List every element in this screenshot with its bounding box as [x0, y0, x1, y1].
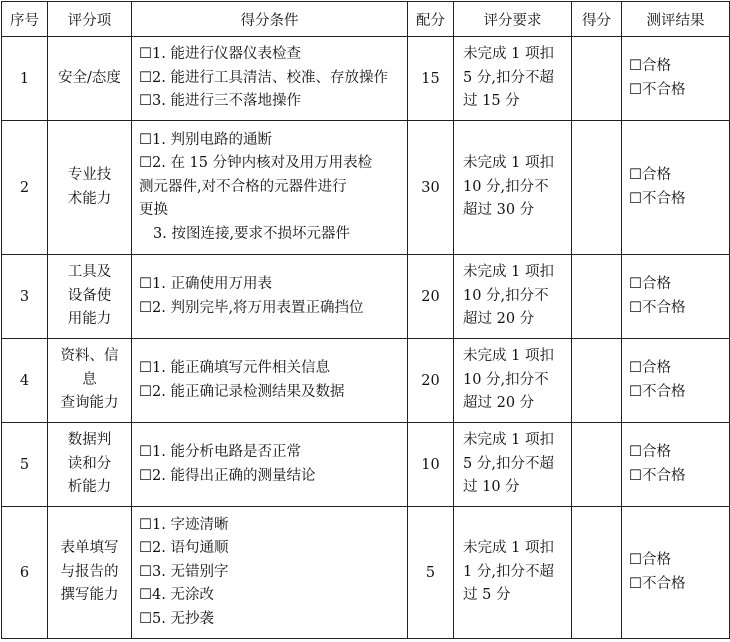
row-score [572, 507, 622, 639]
requirement-text [454, 425, 571, 504]
result-fail-checkbox: ☐不合格 [629, 467, 686, 484]
condition-list [132, 39, 407, 118]
condition-item: ☐2. 语句通顺 [139, 540, 229, 557]
result-pass-checkbox: ☐合格 [629, 58, 671, 74]
requirement-text [454, 39, 571, 118]
row-points: 20 [408, 255, 454, 339]
row-requirements [454, 255, 572, 339]
row-requirements [454, 339, 572, 423]
row-result [622, 507, 730, 639]
row-item-text [48, 67, 131, 91]
requirement-text [454, 257, 571, 336]
row-conditions [132, 255, 408, 339]
row-item [48, 121, 132, 255]
requirement-line: 未完成 1 项扣 [463, 432, 554, 449]
row-requirements [454, 507, 572, 639]
condition-item: ☐3. 无错别字 [139, 563, 229, 580]
condition-item: ☐4. 无涂改 [139, 587, 214, 604]
row-index: 4 [2, 339, 48, 423]
condition-list [132, 269, 407, 324]
requirement-text [454, 341, 571, 420]
header-conditions: 得分条件 [132, 2, 408, 37]
condition-item: ☐3. 能进行三不落地操作 [139, 93, 301, 110]
result-pass-checkbox: ☐合格 [629, 167, 671, 183]
row-item [48, 37, 132, 121]
row-item-line: 资料、信息 [60, 348, 119, 388]
condition-item: ☐1. 字迹清晰 [139, 516, 229, 533]
requirement-line: 超过 30 分 [463, 202, 535, 219]
condition-item: ☐1. 判别电路的通断 [139, 131, 272, 148]
requirement-line: 5 分,扣分不超 [463, 455, 554, 472]
result-fail-checkbox: ☐不合格 [629, 383, 686, 400]
requirement-line: 10 分,扣分不 [463, 371, 549, 388]
row-conditions [132, 339, 408, 423]
row-item-line: 析能力 [67, 479, 112, 496]
table-row [2, 255, 730, 339]
requirement-line: 未完成 1 项扣 [463, 348, 554, 365]
row-score [572, 339, 622, 423]
condition-item: ☐1. 能正确填写元件相关信息 [139, 360, 330, 376]
requirement-line: 未完成 1 项扣 [463, 155, 554, 172]
row-points: 20 [408, 339, 454, 423]
row-result [622, 255, 730, 339]
row-item [48, 507, 132, 639]
row-item-line: 与报告的 [60, 563, 119, 580]
row-points: 15 [408, 37, 454, 121]
condition-item: ☐2. 判别完毕,将万用表置正确挡位 [139, 299, 364, 316]
result-options [622, 441, 729, 488]
table-row [2, 121, 730, 255]
row-item [48, 255, 132, 339]
requirement-line: 1 分,扣分不超 [463, 563, 554, 580]
requirement-line: 未完成 1 项扣 [463, 46, 554, 63]
result-fail-checkbox: ☐不合格 [629, 575, 686, 592]
condition-item: ☐2. 在 15 分钟内核对及用万用表检 [139, 155, 373, 172]
row-requirements [454, 37, 572, 121]
result-options [622, 357, 729, 404]
requirement-line: 超过 20 分 [463, 395, 535, 412]
table-row [2, 37, 730, 121]
row-requirements [454, 423, 572, 507]
row-item-text [48, 345, 131, 416]
row-item-text [48, 261, 131, 332]
condition-list [132, 125, 407, 251]
row-item-line: 工具及 [67, 264, 112, 281]
requirement-line: 10 分,扣分不 [463, 178, 549, 195]
header-score: 得分 [572, 2, 622, 37]
row-conditions [132, 37, 408, 121]
row-item-line: 设备使 [67, 287, 112, 304]
row-points: 30 [408, 121, 454, 255]
header-row [2, 2, 730, 37]
row-item-line: 术能力 [67, 190, 112, 207]
row-item-text [48, 537, 131, 608]
row-item-text [48, 164, 131, 211]
row-result [622, 121, 730, 255]
result-fail-checkbox: ☐不合格 [629, 190, 686, 207]
row-result [622, 37, 730, 121]
requirement-line: 过 15 分 [463, 93, 520, 110]
row-score [572, 255, 622, 339]
header-item: 评分项 [48, 2, 132, 37]
requirement-line: 5 分,扣分不超 [463, 69, 554, 86]
result-pass-checkbox: ☐合格 [629, 276, 671, 292]
condition-item: ☐1. 能进行仪器仪表检查 [139, 46, 301, 63]
row-score [572, 37, 622, 121]
result-options [622, 164, 729, 211]
row-item-line: 查询能力 [60, 395, 119, 412]
row-score [572, 423, 622, 507]
row-conditions [132, 121, 408, 255]
row-index: 1 [2, 37, 48, 121]
table-row [2, 423, 730, 507]
row-item-line: 用能力 [67, 311, 112, 328]
row-index: 5 [2, 423, 48, 507]
condition-item: 测元器件,对不合格的元器件进行 [139, 178, 347, 195]
requirement-text [454, 148, 571, 227]
requirement-line: 超过 20 分 [463, 311, 535, 328]
result-options [622, 549, 729, 596]
row-index: 3 [2, 255, 48, 339]
row-item-line: 表单填写 [60, 540, 119, 557]
header-index: 序号 [2, 2, 48, 37]
header-result: 测评结果 [622, 2, 730, 37]
result-pass-checkbox: ☐合格 [629, 552, 671, 568]
table-row [2, 507, 730, 639]
row-points: 10 [408, 423, 454, 507]
row-item-line: 安全/态度 [58, 69, 121, 86]
row-requirements [454, 121, 572, 255]
row-item-line: 读和分 [67, 455, 112, 472]
condition-item: ☐2. 能进行工具清洁、校准、存放操作 [139, 69, 388, 86]
row-conditions [132, 507, 408, 639]
header-points: 配分 [408, 2, 454, 37]
row-item-line: 数据判 [67, 432, 112, 449]
row-index: 2 [2, 121, 48, 255]
result-pass-checkbox: ☐合格 [629, 360, 671, 376]
row-item [48, 339, 132, 423]
condition-item: ☐2. 能得出正确的测量结论 [139, 467, 316, 484]
table-row [2, 339, 730, 423]
requirement-line: 未完成 1 项扣 [463, 264, 554, 281]
condition-item: ☐1. 正确使用万用表 [139, 276, 272, 292]
condition-list [132, 353, 407, 408]
row-item-text [48, 429, 131, 500]
row-result [622, 339, 730, 423]
result-pass-checkbox: ☐合格 [629, 444, 671, 460]
row-points: 5 [408, 507, 454, 639]
row-conditions [132, 423, 408, 507]
condition-list [132, 437, 407, 492]
requirement-line: 过 10 分 [463, 479, 520, 496]
condition-item: ☐2. 能正确记录检测结果及数据 [139, 383, 345, 400]
requirement-line: 未完成 1 项扣 [463, 540, 554, 557]
row-index: 6 [2, 507, 48, 639]
condition-item: 3. 按图连接,要求不损坏元器件 [153, 225, 351, 242]
condition-item: ☐1. 能分析电路是否正常 [139, 444, 301, 460]
condition-list [132, 510, 407, 636]
row-item-line: 专业技 [67, 167, 112, 183]
requirement-line: 过 5 分 [463, 587, 511, 604]
row-item [48, 423, 132, 507]
result-fail-checkbox: ☐不合格 [629, 299, 686, 316]
result-options [622, 55, 729, 102]
requirement-line: 10 分,扣分不 [463, 287, 549, 304]
row-item-line: 撰写能力 [60, 587, 119, 604]
result-options [622, 273, 729, 320]
requirement-text [454, 533, 571, 612]
row-score [572, 121, 622, 255]
header-requirements: 评分要求 [454, 2, 572, 37]
condition-item: ☐5. 无抄袭 [139, 610, 214, 627]
scoring-table [1, 1, 730, 639]
result-fail-checkbox: ☐不合格 [629, 81, 686, 98]
condition-item: 更换 [139, 202, 168, 219]
row-result [622, 423, 730, 507]
